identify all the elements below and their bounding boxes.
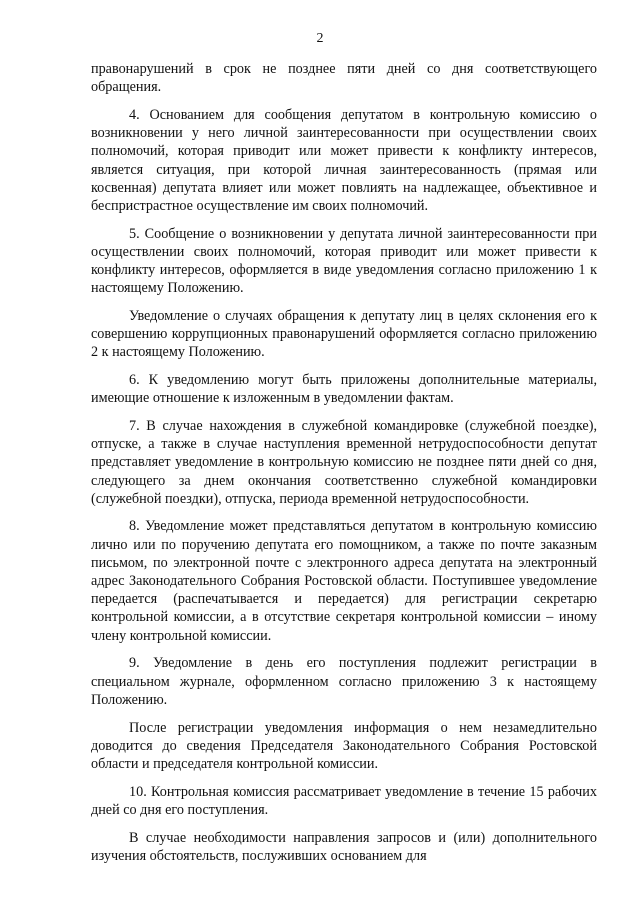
paragraph-7: 7. В случае нахождения в служебной командировке (служебной поездке), отпуске, а также в случае наступления временной нетрудоспособности депутат представляет уведомление в контрольную комиссию не позднее пяти дней со дня, следующего за днем окончания соответственно служебной командировки (служебной поездки), отпуска, периода временной нетрудоспособности. [91,417,597,507]
paragraph-5-notice: Уведомление о случаях обращения к депутату лиц в целях склонения его к совершению коррупционных правонарушений оформляется согласно приложению 2 к настоящему Положению. [91,307,597,361]
paragraph-8: 8. Уведомление может представляться депутатом в контрольную комиссию лично или по поручению депутата его помощником, а также по почте заказным письмом, по электронной почте с электронного адреса депутата на электронный адрес Законодательного Собрания Ростовской области. Поступившее уведомление передается (распечатывается и передается) для регистрации секретарю контрольной комиссии, а в отсутствие секретаря контрольной комиссии – иному члену контрольной комиссии. [91,518,597,644]
document-body [91,60,597,874]
paragraph-9-registration: После регистрации уведомления информация о нем незамедлительно доводится до сведения Председателя Законодательного Собрания Ростовской области и председателя контрольной комиссии. [91,719,597,772]
paragraph-10: 10. Контрольная комиссия рассматривает уведомление в течение 15 рабочих дней со дня его поступления. [91,783,597,818]
paragraph-5: 5. Сообщение о возникновении у депутата личной заинтересованности при осуществлении своих полномочий, которая приводит или может привести к конфликту интересов, оформляется в виде уведомления согласно приложению 1 к настоящему Положению. [91,225,597,297]
paragraph-9: 9. Уведомление в день его поступления подлежит регистрации в специальном журнале, оформленном согласно приложению 3 к настоящему Положению. [91,655,597,708]
paragraph-continuation: правонарушений в срок не позднее пяти дней со дня соответствующего обращения. [91,61,597,96]
page-number: 2 [316,31,324,46]
paragraph-6: 6. К уведомлению могут быть приложены дополнительные материалы, имеющие отношение к изложенным в уведомлении фактам. [91,372,597,407]
paragraph-10-requests: В случае необходимости направления запросов и (или) дополнительного изучения обстоятельств, послуживших основанием для [91,829,597,864]
paragraph-4: 4. Основанием для сообщения депутатом в контрольную комиссию о возникновении у него личной заинтересованности при осуществлении своих полномочий, которая приводит или может привести к конфликту интересов, является ситуация, при которой личная заинтересованность (прямая или косвенная) депутата влияет или может повлиять на надлежащее, объективное и беспристрастное осуществление им своих полномочий. [91,106,597,214]
